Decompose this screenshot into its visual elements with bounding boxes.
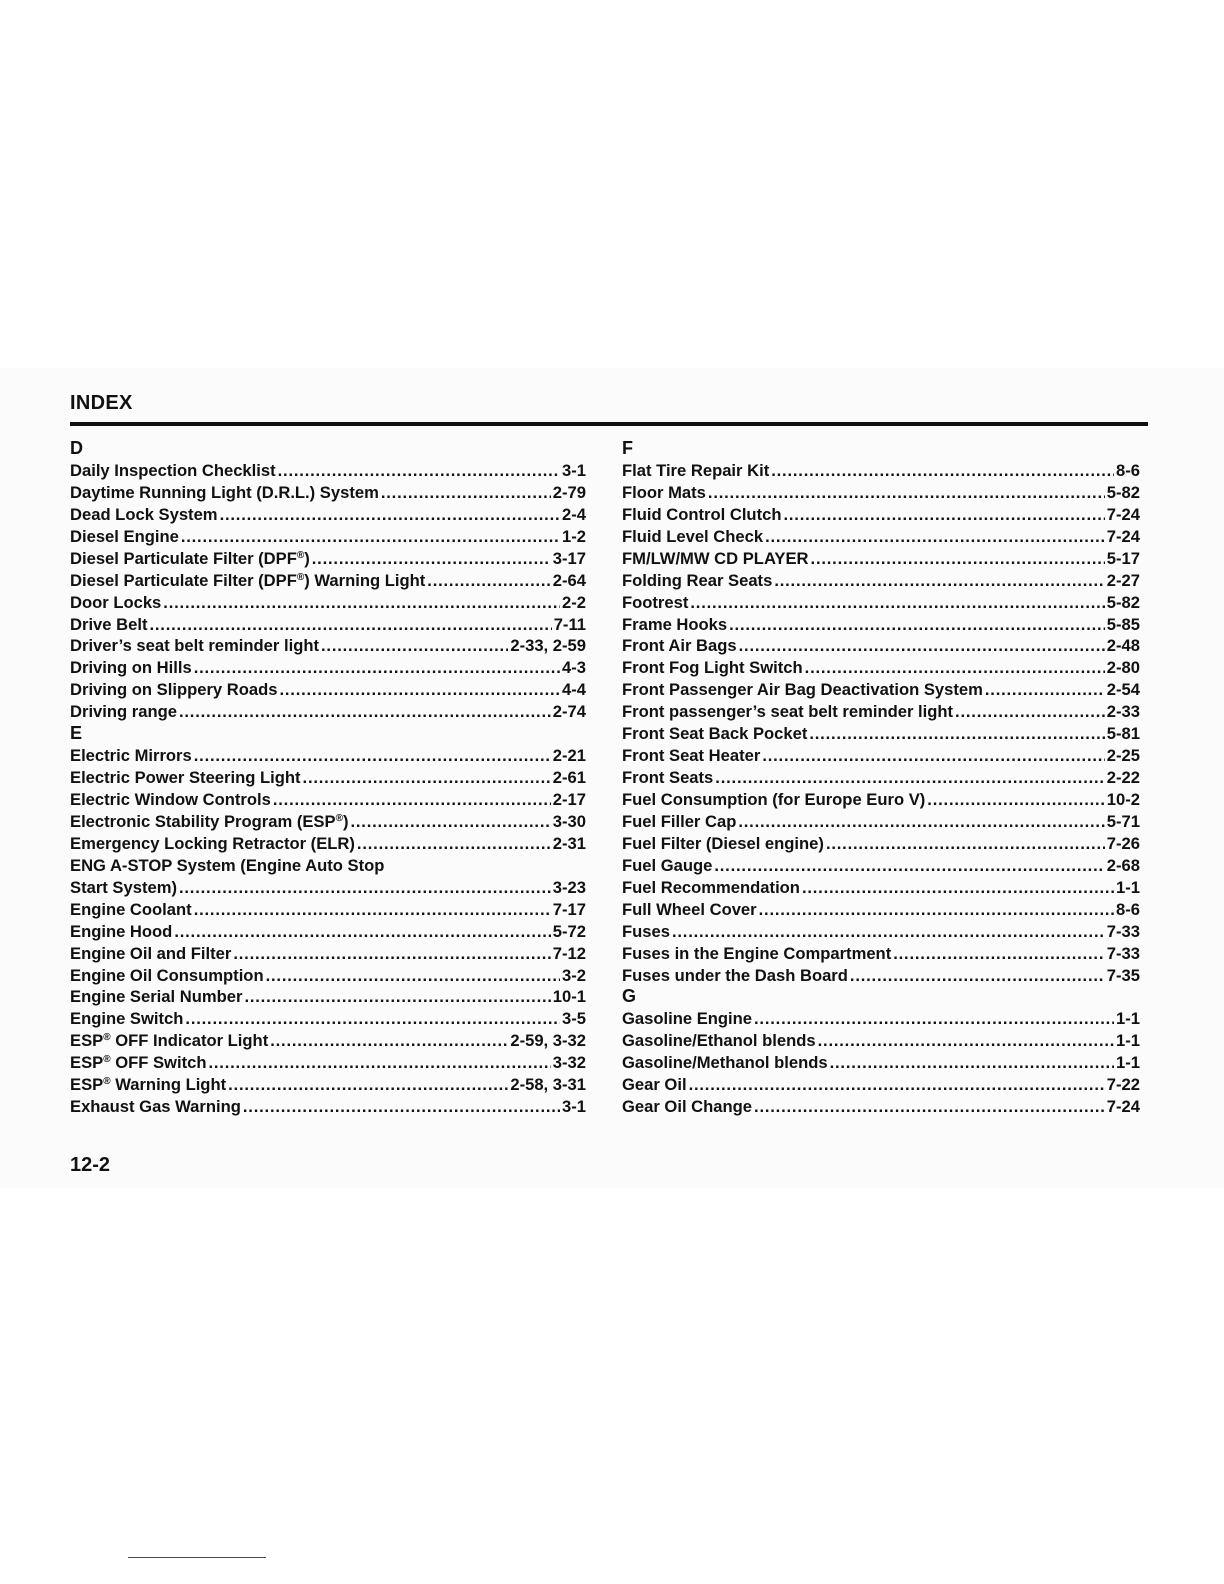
entry-pages: 7-33 — [1106, 943, 1140, 963]
label-text: ) — [342, 811, 349, 831]
entry-label: Engine Oil and Filter — [70, 943, 232, 963]
entry-pages: 3-30 — [552, 811, 586, 831]
entry-label: Front Air Bags — [622, 636, 737, 656]
entry-pages: 3-23 — [552, 877, 586, 897]
dot-leader — [783, 504, 1104, 526]
index-entry[interactable] — [70, 679, 586, 701]
section-heading-d: D — [70, 438, 83, 458]
index-entry[interactable] — [70, 767, 586, 789]
entry-label: Folding Rear Seats — [622, 570, 773, 590]
entry-pages: 2-68 — [1106, 855, 1140, 875]
dot-leader — [754, 1008, 1114, 1030]
entry-pages: 1-2 — [562, 526, 586, 546]
entry-pages: 2-22 — [1106, 768, 1140, 788]
dot-leader — [774, 570, 1104, 592]
dot-leader — [708, 482, 1105, 504]
page-number: 12-2 — [70, 1154, 111, 1176]
entry-label: Engine Oil Consumption — [70, 965, 264, 985]
entry-pages: 1-1 — [1116, 1009, 1140, 1029]
entry-label: Daily Inspection Checklist — [70, 460, 276, 480]
entry-pages: 2-59, 3-32 — [510, 1031, 586, 1051]
index-entry[interactable] — [622, 570, 1140, 592]
entry-label: Driving range — [70, 702, 177, 722]
index-entry[interactable] — [622, 1096, 1140, 1118]
entry-pages: 5-85 — [1106, 614, 1140, 634]
entry-pages: 2-17 — [552, 790, 586, 809]
index-entry[interactable] — [70, 811, 586, 833]
entry-label: Engine Switch — [70, 1009, 184, 1029]
label-text: ESP — [70, 1031, 104, 1051]
dot-leader — [270, 1030, 508, 1052]
index-entry[interactable] — [622, 614, 1140, 636]
dot-leader — [350, 811, 550, 833]
dot-leader — [233, 943, 550, 965]
footer-link-underline — [128, 1557, 266, 1558]
entry-label: Front Fog Light Switch — [622, 658, 803, 678]
page-title: INDEX — [70, 392, 133, 414]
index-entry[interactable] — [622, 811, 1140, 833]
entry-pages: 2-64 — [552, 570, 586, 590]
index-entry[interactable] — [622, 767, 1140, 789]
dot-leader — [194, 657, 560, 679]
index-column-right — [622, 438, 1140, 1118]
entry-pages: 2-80 — [1106, 658, 1140, 678]
entry-pages: 7-33 — [1106, 921, 1140, 941]
index-entry[interactable] — [622, 921, 1140, 943]
entry-label: Fluid Level Check — [622, 526, 764, 546]
index-entry[interactable] — [622, 877, 1140, 899]
entry-label: Dead Lock System — [70, 504, 218, 524]
dot-leader — [194, 899, 551, 921]
index-entry[interactable] — [622, 723, 1140, 745]
entry-pages: 2-33 — [1106, 702, 1140, 722]
dot-leader — [955, 701, 1105, 723]
dot-leader — [805, 657, 1105, 679]
entry-pages: 2-4 — [562, 504, 586, 524]
index-entry[interactable] — [70, 548, 586, 570]
entry-pages: 5-82 — [1106, 482, 1140, 502]
entry-label — [70, 1052, 206, 1074]
index-entry[interactable] — [622, 1052, 1140, 1074]
entry-label: Gear Oil Change — [622, 1097, 753, 1117]
entry-pages: 3-17 — [552, 548, 586, 568]
index-entry[interactable] — [622, 482, 1140, 504]
entry-pages: 2-33, 2-59 — [510, 636, 586, 656]
entry-label: Floor Mats — [622, 482, 706, 502]
entry-pages: 3-1 — [562, 460, 586, 480]
entry-label: Fluid Control Clutch — [622, 504, 782, 524]
dot-leader — [185, 1008, 560, 1030]
entry-label: Gasoline/Methanol blends — [622, 1053, 828, 1073]
entry-label: Electric Mirrors — [70, 746, 192, 766]
registered-mark: ® — [296, 571, 305, 583]
dot-leader — [321, 635, 508, 657]
entry-label: Gear Oil — [622, 1075, 687, 1095]
index-entry[interactable] — [70, 1052, 586, 1074]
entry-label: Driving on Slippery Roads — [70, 680, 278, 700]
dot-leader — [357, 833, 551, 855]
entry-label: Electric Window Controls — [70, 790, 271, 809]
index-entry[interactable] — [70, 482, 586, 504]
entry-label: Start System) — [70, 877, 177, 897]
dot-leader — [278, 460, 560, 482]
entry-pages: 2-48 — [1106, 636, 1140, 656]
section-heading-f: F — [622, 438, 633, 458]
entry-label: Engine Coolant — [70, 899, 192, 919]
entry-pages: 7-22 — [1106, 1075, 1140, 1095]
index-entry[interactable] — [622, 789, 1140, 811]
entry-pages: 7-12 — [552, 943, 586, 963]
entry-pages: 7-11 — [553, 614, 586, 634]
dot-leader — [266, 965, 560, 987]
label-text: OFF Indicator Light — [110, 1031, 269, 1051]
entry-pages: 5-82 — [1106, 592, 1140, 612]
entry-label: Gasoline Engine — [622, 1009, 753, 1029]
index-entry[interactable] — [70, 1074, 586, 1096]
dot-leader — [809, 723, 1104, 745]
index-entry[interactable] — [622, 701, 1140, 723]
entry-label: ENG A-STOP System (Engine Auto Stop — [70, 855, 385, 875]
index-entry[interactable] — [622, 635, 1140, 657]
index-entry[interactable] — [622, 657, 1140, 679]
index-entry[interactable] — [622, 592, 1140, 614]
entry-label: Driving on Hills — [70, 658, 192, 678]
entry-pages: 1-1 — [1116, 877, 1140, 897]
entry-label: Drive Belt — [70, 614, 148, 634]
index-entry[interactable] — [70, 635, 586, 657]
index-entry[interactable] — [622, 1008, 1140, 1030]
entry-pages: 7-17 — [552, 899, 586, 919]
entry-label: Diesel Engine — [70, 526, 179, 546]
index-entry[interactable] — [70, 986, 586, 1008]
index-entry[interactable] — [622, 526, 1140, 548]
entry-pages: 7-24 — [1106, 526, 1140, 546]
entry-label: Daytime Running Light (D.R.L.) System — [70, 482, 379, 502]
entry-label: Fuses under the Dash Board — [622, 965, 848, 985]
dot-leader — [208, 1052, 550, 1074]
dot-leader — [228, 1074, 508, 1096]
label-text: ESP — [70, 1053, 104, 1073]
index-entry[interactable] — [70, 965, 586, 987]
index-entry[interactable] — [70, 1030, 586, 1052]
dot-leader — [427, 570, 551, 592]
entry-label: FM/LW/MW CD PLAYER — [622, 548, 809, 568]
entry-pages: 1-1 — [1116, 1031, 1140, 1051]
entry-pages: 2-54 — [1106, 680, 1140, 700]
entry-label — [70, 1030, 268, 1052]
entry-label: Fuel Gauge — [622, 855, 713, 875]
index-entry[interactable] — [622, 548, 1140, 570]
index-entry[interactable] — [70, 943, 586, 965]
entry-label — [70, 1074, 226, 1096]
entry-pages: 3-32 — [552, 1053, 586, 1073]
dot-leader — [243, 1096, 560, 1118]
dot-leader — [174, 921, 550, 943]
entry-label: Frame Hooks — [622, 614, 728, 634]
dot-leader — [279, 679, 560, 701]
index-entry[interactable] — [70, 701, 586, 723]
index-column-left — [70, 438, 586, 1118]
registered-mark: ® — [296, 549, 305, 561]
entry-label: Footrest — [622, 592, 689, 612]
dot-leader — [765, 526, 1105, 548]
entry-label: Gasoline/Ethanol blends — [622, 1031, 816, 1051]
entry-pages: 3-2 — [562, 965, 586, 985]
entry-pages: 5-72 — [552, 921, 586, 941]
entry-pages: 7-26 — [1106, 833, 1140, 853]
section-heading-e: E — [70, 723, 83, 744]
dot-leader — [927, 789, 1104, 811]
title-rule — [70, 422, 1148, 426]
entry-pages: 2-31 — [552, 833, 586, 853]
index-entry[interactable] — [70, 460, 586, 482]
entry-pages: 8-6 — [1116, 460, 1140, 480]
dot-leader — [273, 789, 551, 811]
entry-pages: 2-27 — [1106, 570, 1140, 590]
dot-leader — [738, 811, 1104, 833]
dot-leader — [754, 1096, 1105, 1118]
entry-label: Front Seat Back Pocket — [622, 724, 808, 744]
entry-label: Driver’s seat belt reminder light — [70, 636, 319, 656]
index-entry[interactable] — [622, 899, 1140, 921]
index-entry[interactable] — [70, 504, 586, 526]
dot-leader — [850, 965, 1105, 987]
entry-pages: 2-74 — [552, 702, 586, 722]
entry-pages: 7-24 — [1106, 1097, 1140, 1117]
registered-mark: ® — [103, 1076, 111, 1088]
dot-leader — [729, 614, 1105, 636]
entry-pages: 4-4 — [562, 680, 586, 700]
entry-label: Engine Serial Number — [70, 987, 243, 1007]
index-entry[interactable] — [70, 614, 586, 636]
registered-mark: ® — [103, 1032, 111, 1044]
entry-pages: 7-35 — [1106, 965, 1140, 985]
entry-label: Fuses — [622, 921, 670, 941]
section-heading-g: G — [622, 986, 637, 1007]
dot-leader — [893, 943, 1105, 965]
entry-pages: 3-1 — [562, 1097, 586, 1117]
dot-leader — [381, 482, 551, 504]
dot-leader — [303, 767, 551, 789]
entry-label: Emergency Locking Retractor (ELR) — [70, 833, 355, 853]
dot-leader — [714, 855, 1104, 877]
index-entry[interactable] — [70, 1096, 586, 1118]
entry-pages: 5-17 — [1106, 548, 1140, 568]
entry-label: Engine Hood — [70, 921, 173, 941]
index-entry[interactable] — [70, 657, 586, 679]
label-text: Warning Light — [110, 1075, 227, 1095]
dot-leader — [689, 1074, 1105, 1096]
entry-pages: 2-21 — [552, 746, 586, 766]
index-entry[interactable] — [70, 877, 586, 899]
index-entry[interactable] — [622, 943, 1140, 965]
index-entry[interactable] — [70, 570, 586, 592]
entry-pages: 5-71 — [1106, 811, 1140, 831]
index-entry[interactable] — [622, 1030, 1140, 1052]
entry-label: Fuel Filler Cap — [622, 811, 737, 831]
dot-leader — [244, 986, 550, 1008]
dot-leader — [826, 833, 1105, 855]
entry-label: Front Passenger Air Bag Deactivation System — [622, 680, 983, 700]
dot-leader — [762, 745, 1104, 767]
index-entry-continued[interactable] — [70, 855, 586, 877]
entry-pages: 2-58, 3-31 — [510, 1075, 586, 1095]
index-entry[interactable] — [622, 965, 1140, 987]
entry-pages: 8-6 — [1116, 899, 1140, 919]
entry-pages: 4-3 — [562, 658, 586, 678]
entry-label: Fuel Recommendation — [622, 877, 800, 897]
entry-label: Full Wheel Cover — [622, 899, 757, 919]
entry-pages: 10-2 — [1106, 790, 1140, 809]
index-entry[interactable] — [70, 921, 586, 943]
index-entry[interactable] — [622, 679, 1140, 701]
dot-leader — [312, 548, 551, 570]
index-entry[interactable] — [622, 460, 1140, 482]
entry-label: Fuel Consumption (for Europe Euro V) — [622, 790, 926, 809]
index-entry[interactable] — [70, 745, 586, 767]
dot-leader — [715, 767, 1104, 789]
entry-label — [70, 548, 310, 570]
entry-pages: 10-1 — [552, 987, 586, 1007]
entry-pages: 3-5 — [562, 1009, 586, 1029]
dot-leader — [672, 921, 1105, 943]
dot-leader — [739, 635, 1105, 657]
index-entry[interactable] — [70, 526, 586, 548]
entry-pages: 2-61 — [552, 768, 586, 788]
dot-leader — [830, 1052, 1114, 1074]
entry-label: Front Seats — [622, 768, 714, 788]
index-entry[interactable] — [70, 833, 586, 855]
dot-leader — [149, 614, 551, 636]
entry-pages: 2-79 — [552, 482, 586, 502]
index-entry[interactable] — [622, 504, 1140, 526]
dot-leader — [985, 679, 1105, 701]
entry-label — [70, 570, 425, 592]
dot-leader — [163, 592, 560, 614]
dot-leader — [181, 526, 560, 548]
index-entry[interactable] — [622, 1074, 1140, 1096]
dot-leader — [179, 877, 551, 899]
dot-leader — [802, 877, 1114, 899]
dot-leader — [771, 460, 1114, 482]
entry-label: Door Locks — [70, 592, 162, 612]
entry-pages: 2-25 — [1106, 746, 1140, 766]
index-entry[interactable] — [622, 833, 1140, 855]
index-entry[interactable] — [622, 855, 1140, 877]
entry-pages: 5-81 — [1106, 724, 1140, 744]
entry-label: Fuel Filter (Diesel engine) — [622, 833, 824, 853]
index-entry[interactable] — [70, 789, 586, 811]
dot-leader — [818, 1030, 1114, 1052]
entry-label: Front Seat Heater — [622, 746, 761, 766]
entry-label: Flat Tire Repair Kit — [622, 460, 770, 480]
registered-mark: ® — [335, 812, 343, 824]
label-text: Electronic Stability Program (ESP — [70, 811, 336, 831]
index-entry[interactable] — [70, 899, 586, 921]
dot-leader — [811, 548, 1105, 570]
dot-leader — [690, 592, 1104, 614]
entry-pages: 7-24 — [1106, 504, 1140, 524]
registered-mark: ® — [103, 1054, 111, 1066]
index-entry[interactable] — [70, 1008, 586, 1030]
dot-leader — [220, 504, 560, 526]
label-text: ) Warning Light — [304, 570, 426, 590]
entry-pages: 1-1 — [1116, 1053, 1140, 1073]
label-text: ) — [304, 548, 310, 568]
entry-label — [70, 811, 348, 833]
index-entry[interactable] — [622, 745, 1140, 767]
entry-label: Electric Power Steering Light — [70, 768, 301, 788]
dot-leader — [759, 899, 1114, 921]
label-text: ESP — [70, 1075, 104, 1095]
entry-label: Exhaust Gas Warning — [70, 1097, 241, 1117]
index-entry[interactable] — [70, 592, 586, 614]
entry-label: Front passenger’s seat belt reminder light — [622, 702, 954, 722]
label-text: OFF Switch — [110, 1053, 207, 1073]
label-text: Diesel Particulate Filter (DPF — [70, 570, 297, 590]
entry-pages: 2-2 — [562, 592, 586, 612]
dot-leader — [179, 701, 551, 723]
label-text: Diesel Particulate Filter (DPF — [70, 548, 297, 568]
entry-label: Fuses in the Engine Compartment — [622, 943, 892, 963]
dot-leader — [194, 745, 551, 767]
